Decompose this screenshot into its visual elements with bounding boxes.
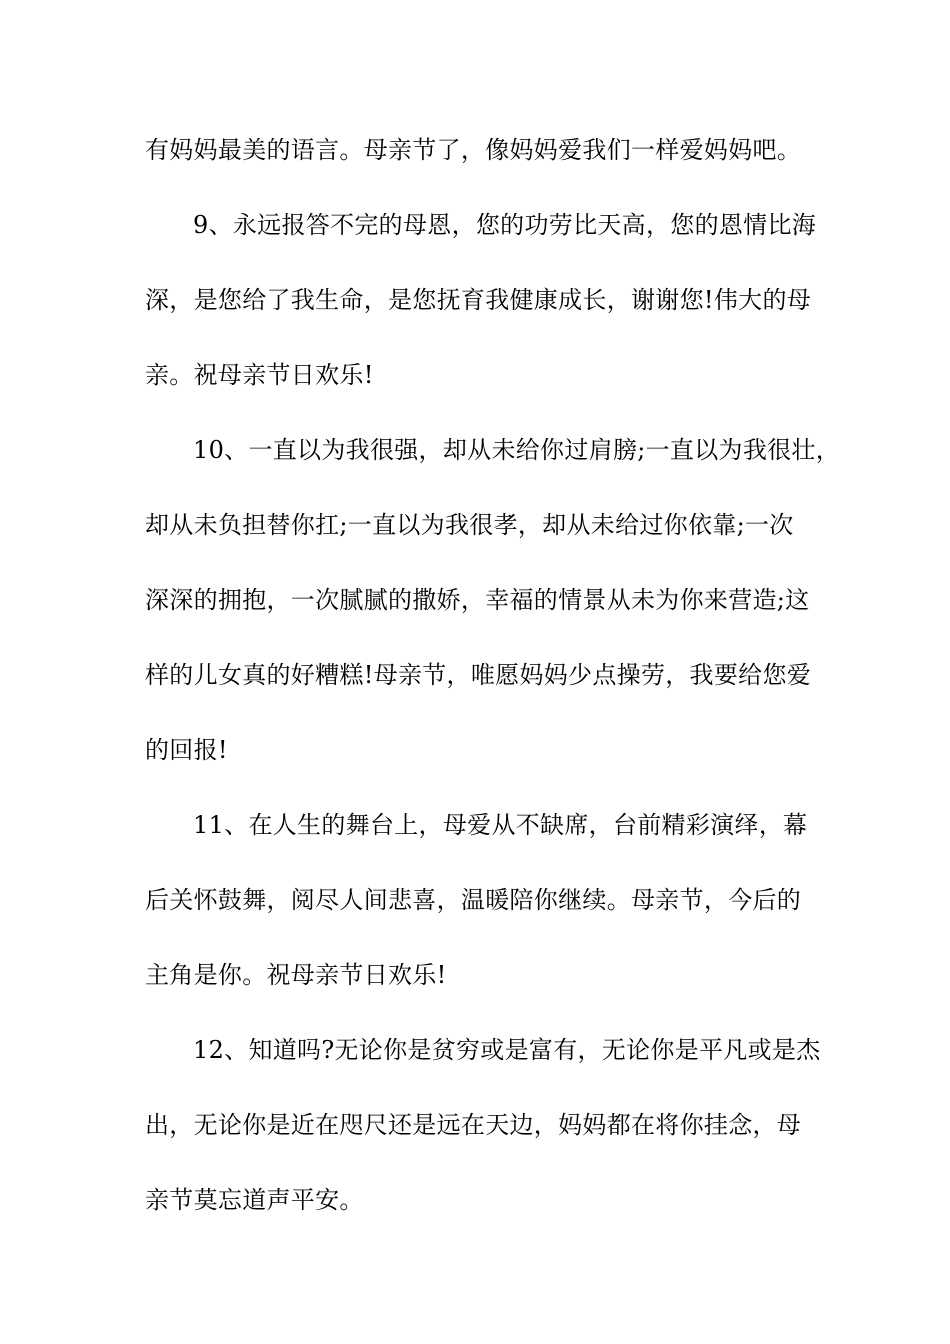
text-line: 后关怀鼓舞，阅尽人间悲喜，温暖陪你继续。母亲节，今后的 xyxy=(145,886,802,914)
text-line: 主角是你。祝母亲节日欢乐! xyxy=(145,961,447,989)
text-line: 亲节莫忘道声平安。 xyxy=(145,1186,364,1214)
text-line: 深深的拥抱，一次腻腻的撒娇，幸福的情景从未为你来营造;这 xyxy=(145,586,810,614)
text-line: 出，无论你是近在咫尺还是远在天边，妈妈都在将你挂念，母 xyxy=(145,1111,802,1139)
text-line: 的回报! xyxy=(145,736,228,764)
text-line: 样的儿女真的好糟糕!母亲节，唯愿妈妈少点操劳，我要给您爱 xyxy=(145,661,812,689)
paragraph-12-line-1: 12、知道吗?无论你是贫穷或是富有，无论你是平凡或是杰 xyxy=(193,1036,821,1064)
paragraph-11-line-1: 11、在人生的舞台上，母爱从不缺席，台前精彩演绎，幕 xyxy=(193,811,808,839)
text-line: 亲。祝母亲节日欢乐! xyxy=(145,361,374,389)
text-line: 有妈妈最美的语言。母亲节了，像妈妈爱我们一样爱妈妈吧。 xyxy=(145,136,802,164)
paragraph-10-line-1: 10、一直以为我很强，却从未给你过肩膀;一直以为我很壮， xyxy=(193,436,841,464)
text-line: 却从未负担替你扛;一直以为我很孝，却从未给过你依靠;一次 xyxy=(145,511,794,539)
text-line: 深，是您给了我生命，是您抚育我健康成长，谢谢您!伟大的母 xyxy=(145,286,812,314)
paragraph-9-line-1: 9、永远报答不完的母恩，您的功劳比天高，您的恩情比海 xyxy=(193,211,817,239)
